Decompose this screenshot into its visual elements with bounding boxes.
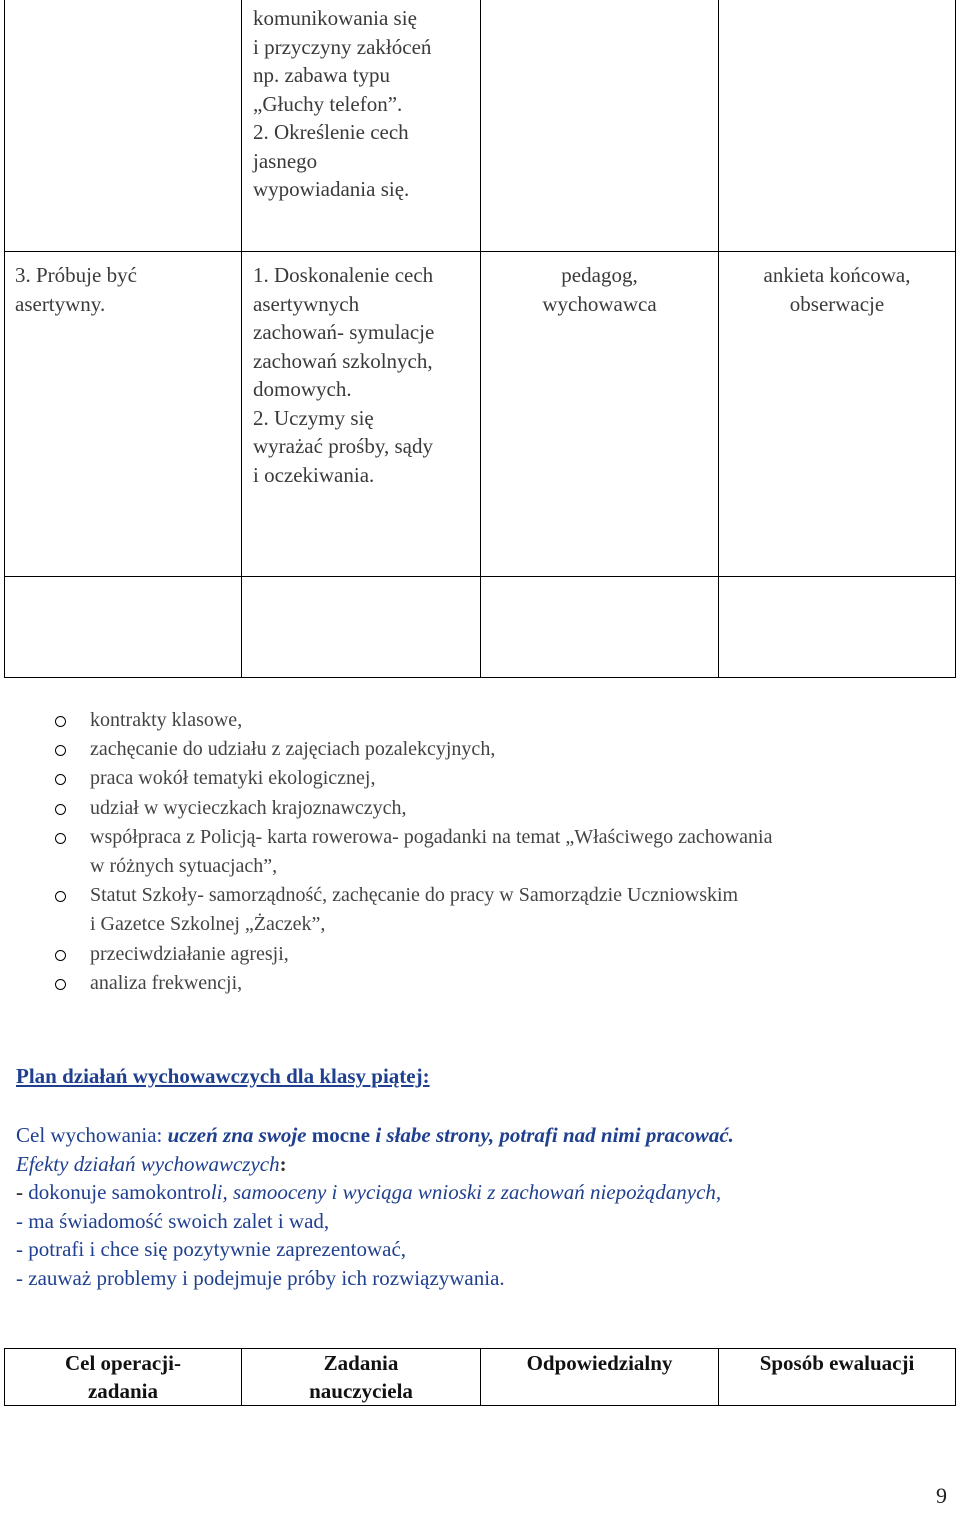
goal-text-1: uczeń zna swoje [167, 1123, 312, 1147]
list-item-line: praca wokół tematyki ekologicznej, [90, 767, 376, 790]
bullet-list [52, 706, 952, 998]
cell-line: jasnego [253, 148, 318, 173]
goal-line [16, 1121, 734, 1150]
cell-line: 2. Określenie cech [253, 120, 409, 144]
list-item-line: zachęcanie do udziału z zajęciach pozalekcyjnych, [90, 738, 496, 761]
cell-line: zachowań szkolnych, [253, 348, 433, 373]
cell-line: wypowiadania się. [253, 177, 410, 201]
bullet-icon [55, 774, 66, 785]
bullet-icon [55, 950, 66, 961]
header-evaluation [719, 1349, 955, 1405]
header-goal-tasks [5, 1349, 241, 1405]
list-item-line: kontrakty klasowe, [90, 709, 243, 731]
cell-line: komunikowania się [253, 6, 417, 30]
bullet-icon [55, 979, 66, 990]
list-item [52, 969, 952, 998]
header-line: Zadania [323, 1351, 399, 1375]
goal-label: Cel wychowania: [16, 1123, 168, 1147]
effects-line-2: - ma świadomość swoich zalet i wad, [16, 1208, 330, 1233]
effects-line-4: - zauważ problemy i podejmuje próby ich rozwiązywania. [16, 1265, 505, 1290]
cell-line: obserwacje [789, 291, 885, 316]
header-line: Sposób ewaluacji [759, 1351, 915, 1375]
plan-heading: Plan działań wychowawczych dla klasy piątej: [16, 1064, 430, 1088]
list-item-line: przeciwdziałanie agresji, [90, 942, 289, 965]
list-item-line: analiza frekwencji, [90, 971, 243, 994]
goal-text-3: i słabe strony, potrafi nad nimi pracować. [370, 1123, 734, 1147]
cell-line: wyrażać prośby, sądy [253, 434, 433, 458]
effects-text-1a: dokonuje samokontro [28, 1180, 211, 1204]
cell-line: zachowań- symulacje [253, 320, 435, 344]
cell-line: asertywnych [253, 291, 360, 316]
list-item-line: udział w wycieczkach krajoznawczych, [90, 796, 407, 819]
bullet-icon [55, 833, 66, 844]
header-line: zadania [87, 1379, 158, 1403]
goal-section [16, 1121, 734, 1292]
bullet-icon [55, 804, 66, 815]
effects-line-1 [16, 1178, 734, 1207]
row2-col1-text [15, 261, 137, 318]
effects-text-1b: li, samooceny i wyciąga wnioski z zachowań niepożądanych, [210, 1180, 722, 1204]
list-item-line: w różnych sytuacjach”, [90, 855, 278, 878]
header-line: Cel operacji- [64, 1351, 182, 1375]
header-line: Odpowiedzialny [526, 1351, 673, 1375]
effects-label: Efekty działań wychowawczych [16, 1151, 280, 1176]
cell-line: ankieta końcowa, [763, 263, 911, 287]
cell-line: 3. Próbuje być [15, 263, 137, 287]
cell-line: i oczekiwania. [253, 462, 375, 487]
effects-label-line [16, 1150, 734, 1179]
goal-text-2: mocne [311, 1123, 371, 1147]
header-teacher-tasks [242, 1349, 480, 1405]
effects-dash: - [16, 1180, 29, 1204]
list-item [52, 823, 952, 881]
row1-col2-text [253, 4, 431, 204]
list-item [52, 735, 952, 764]
cell-line: domowych. [253, 377, 352, 401]
cell-line: 2. Uczymy się [253, 405, 374, 430]
list-item-line: i Gazetce Szkolnej „Żaczek”, [90, 913, 326, 936]
cell-line: 1. Doskonalenie cech [253, 263, 434, 287]
effects-colon: : [279, 1151, 287, 1176]
list-item [52, 706, 952, 735]
header-line: nauczyciela [309, 1379, 413, 1403]
list-item [52, 764, 952, 793]
cell-line: asertywny. [15, 291, 106, 316]
cell-line: pedagog, [561, 263, 638, 287]
header-responsible [481, 1349, 718, 1405]
list-item [52, 794, 952, 823]
effects-line-3: - potrafi i chce się pozytywnie zaprezentować, [16, 1237, 407, 1261]
bullet-icon [55, 716, 66, 727]
page-number: 9 [936, 1483, 947, 1508]
cell-line: np. zabawa typu [253, 63, 391, 87]
row2-col2-text [253, 261, 434, 489]
row2-col4-text [719, 261, 955, 318]
cell-line: wychowawca [542, 291, 657, 316]
list-item-line: współpraca z Policją- karta rowerowa- pogadanki na temat „Właściwego zachowania [90, 825, 773, 848]
list-item-line: Statut Szkoły- samorządność, zachęcanie do pracy w Samorządzie Uczniowskim [90, 884, 739, 907]
cell-line: i przyczyny zakłóceń [253, 34, 432, 59]
bullet-icon [55, 745, 66, 756]
list-item [52, 881, 952, 939]
cell-line: „Głuchy telefon”. [253, 91, 403, 116]
list-item [52, 940, 952, 969]
row2-col3-text [481, 261, 718, 318]
bullet-icon [55, 891, 66, 902]
